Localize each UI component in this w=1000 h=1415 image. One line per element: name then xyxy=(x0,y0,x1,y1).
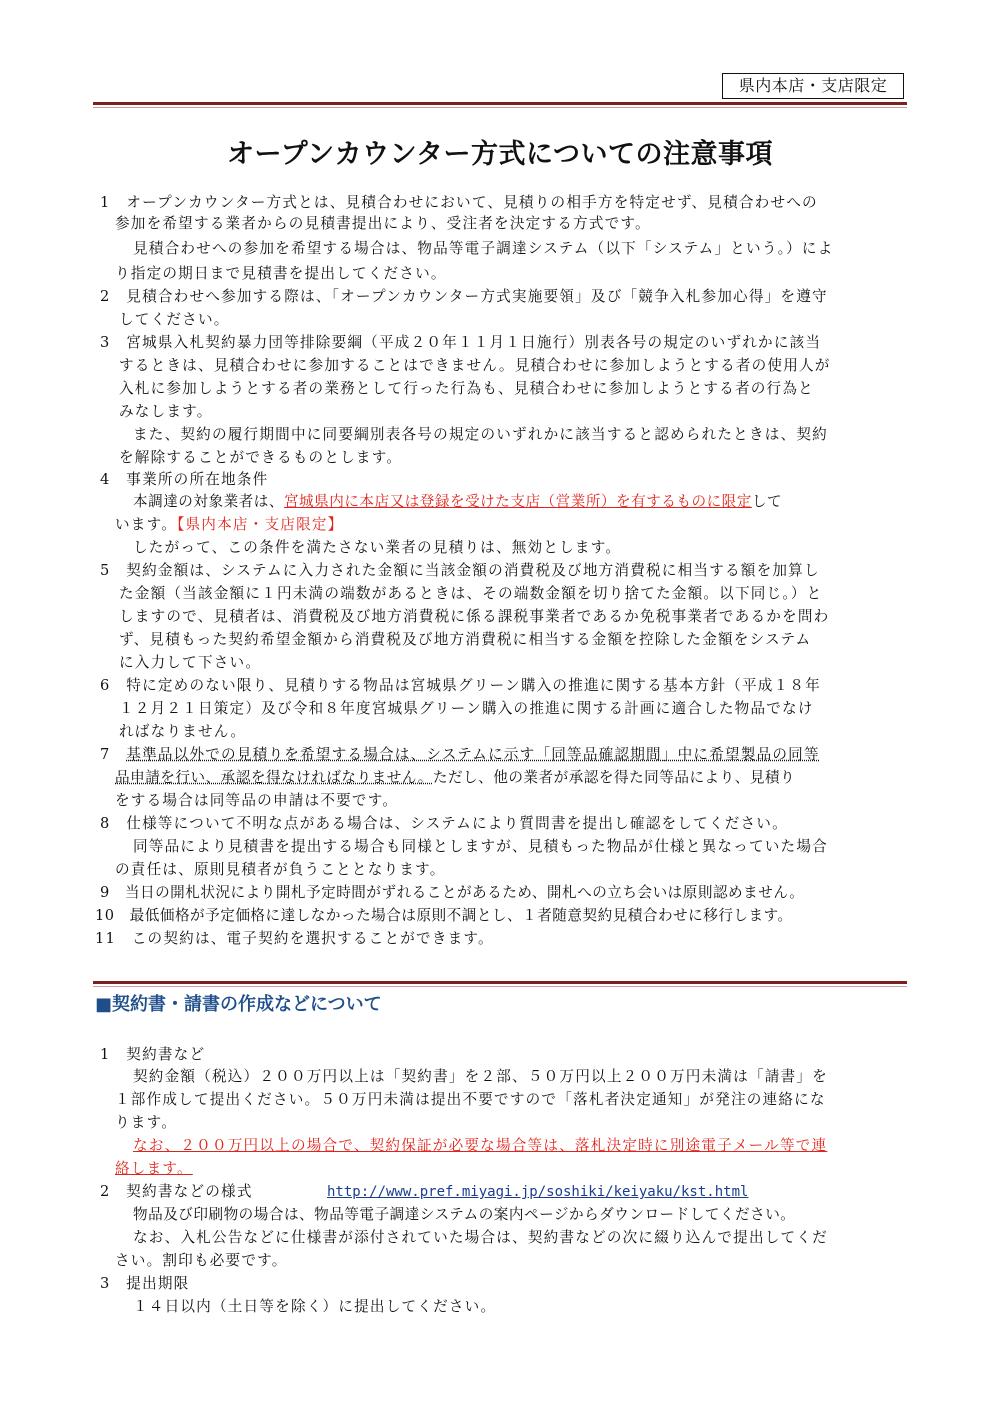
page-title: オープンカウンター方式についての注意事項 xyxy=(227,139,773,170)
contract-item-2-line-2: 物品及び印刷物の場合は、物品等電子調達システムの案内ページからダウンロードしてください。 xyxy=(133,1206,796,1223)
contract-item-2-line-4: さい。割印も必要です。 xyxy=(115,1252,288,1269)
item-7-underlined-2: 品申請を行い、承認を得なければなりません。 xyxy=(115,769,433,786)
item-3-line-1: 3 宮城県入札契約暴力団等排除要綱（平成２０年１１月１日施行）別表各号の規定のいずれかに該当 xyxy=(100,334,822,351)
item-3-line-2: するときは、見積合わせに参加することはできません。見積合わせに参加しようとする者の使用人が xyxy=(119,357,831,374)
item-6-line-1: 6 特に定めのない限り、見積りする物品は宮城県グリーン購入の推進に関する基本方針（平成１８年 xyxy=(100,677,821,694)
item-5-line-1: 5 契約金額は、システムに入力された金額に当該金額の消費税及び地方消費税に相当する額を加算し xyxy=(100,562,820,579)
section-heading: ■契約書・請書の作成などについて xyxy=(95,994,382,1015)
item-4-text-2: います。 xyxy=(115,516,178,533)
item-7-text: ただし、他の業者が承認を得た同等品により、見積り xyxy=(432,769,796,786)
item-11-line-1: 11 この契約は、電子契約を選択することができます。 xyxy=(95,930,494,947)
item-8-line-3: の責任は、原則見積者が負うこととなります。 xyxy=(115,861,446,878)
item-1-line-2: 参加を希望する業者からの見積書提出により、受注者を決定する方式です。 xyxy=(115,215,651,232)
section-divider xyxy=(93,981,907,987)
contract-item-1-line-1: 1 契約書など xyxy=(100,1046,206,1063)
contract-item-1-line-4: ります。 xyxy=(115,1114,178,1131)
item-4-line-3 xyxy=(115,515,343,535)
item-7-line-1 xyxy=(100,745,820,765)
item-5-line-5: に入力して下さい。 xyxy=(119,654,262,671)
contract-item-1-line-3: １部作成して提出ください。５０万円未満は提出不要ですので「落札者決定通知」が発注の連絡にな xyxy=(115,1091,826,1108)
item-6-line-2: １２月２１日策定）及び令和８年度宮城県グリーン購入の推進に関する計画に適合した物品でなけ xyxy=(119,700,814,717)
item-7-underlined: 基準品以外での見積りを希望する場合は、システムに示す「同等品確認期間」中に希望製品の同等 xyxy=(126,746,820,763)
item-4-line-1: 4 事業所の所在地条件 xyxy=(100,471,269,488)
item-3-line-5: また、契約の履行期間中に同要綱別表各号の規定のいずれかに該当すると認められたときは、契約 xyxy=(133,426,828,443)
item-2-line-2: してください。 xyxy=(119,311,230,328)
item-4-highlight: 宮城県内に本店又は登録を受けた支店（営業所）を有するものに限定 xyxy=(283,493,752,510)
item-1-line-1: 1 オープンカウンター方式とは、見積合わせにおいて、見積りの相手方を特定せず、見積合わせへの xyxy=(100,194,818,211)
item-3-line-4: みなします。 xyxy=(119,403,213,420)
item-4-badge-text: 【県内本店・支店限定】 xyxy=(177,516,344,533)
contract-notice-line-2: 絡します。 xyxy=(115,1160,193,1177)
item-5-line-2: た金額（当該金額に１円未満の端数があるときは、その端数金額を切り捨てた金額。以下同じ。）と xyxy=(119,585,823,602)
item-8-line-1: 8 仕様等について不明な点がある場合は、システムにより質問書を提出し確認をしてください。 xyxy=(100,815,788,832)
top-divider xyxy=(93,102,907,108)
item-4-line-2 xyxy=(133,492,782,512)
contract-item-2-line-1: 2 契約書などの様式 xyxy=(100,1183,253,1200)
item-1-line-3: 見積合わせへの参加を希望する場合は、物品等電子調達システム（以下「システム」という。）によ xyxy=(133,240,834,257)
item-10-line-1: 10 最低価格が予定価格に達しなかった場合は原則不調とし、１者随意契約見積合わせに移行します。 xyxy=(95,907,793,924)
item-7-line-2 xyxy=(115,768,795,788)
item-4-text: 本調達の対象業者は、 xyxy=(133,493,284,510)
item-8-line-2: 同等品により見積書を提出する場合も同様としますが、見積もった物品が仕様と異なっていた場合 xyxy=(133,838,828,855)
item-7-number: 7 xyxy=(100,746,127,763)
item-9-line-1: 9 当日の開札状況により開札予定時間がずれることがあるため、開札への立ち会いは原則認めません。 xyxy=(100,884,805,901)
item-3-line-3: 入札に参加しようとする者の業務として行った行為も、見積合わせに参加しようとする者の行為と xyxy=(119,380,814,397)
contract-item-3-line-2: １４日以内（土日等を除く）に提出してください。 xyxy=(133,1298,497,1315)
item-4-line-4: したがって、この条件を満たさない業者の見積りは、無効とします。 xyxy=(133,539,622,556)
item-2-line-1: 2 見積合わせへ参加する際は、「オープンカウンター方式実施要領」及び「競争入札参加心得」を遵守 xyxy=(100,288,828,305)
contract-item-2-line-3: なお、入札公告などに仕様書が添付されていた場合は、契約書などの次に綴り込んで提出してくだ xyxy=(133,1229,828,1246)
item-7-line-3: をする場合は同等品の申請は不要です。 xyxy=(115,792,399,809)
item-1-line-4: り指定の期日まで見積書を提出してください。 xyxy=(115,265,447,282)
contract-notice-line-1: なお、２００万円以上の場合で、契約保証が必要な場合等は、落札決定時に別途電子メール等で連 xyxy=(133,1137,828,1154)
contract-item-1-line-2: 契約金額（税込）２００万円以上は「契約書」を２部、５０万円以上２００万円未満は「請書」を xyxy=(133,1068,828,1085)
item-4-text-end: して xyxy=(751,493,783,510)
restriction-badge: 県内本店・支店限定 xyxy=(722,73,904,99)
contract-item-3-line-1: 3 提出期限 xyxy=(100,1275,190,1292)
item-6-line-3: ればなりません。 xyxy=(119,723,247,740)
item-5-line-3: しますので、見積者は、消費税及び地方消費税に係る課税事業者であるか免税事業者であるかを問わ xyxy=(119,608,830,625)
item-5-line-4: ず、見積もった契約希望金額から消費税及び地方消費税に相当する金額を控除した金額をシステム xyxy=(119,631,812,648)
contract-forms-link[interactable]: http://www.pref.miyagi.jp/soshiki/keiyaku/kst.html xyxy=(327,1184,749,1200)
item-3-line-6: を解除することができるものとします。 xyxy=(119,449,403,466)
